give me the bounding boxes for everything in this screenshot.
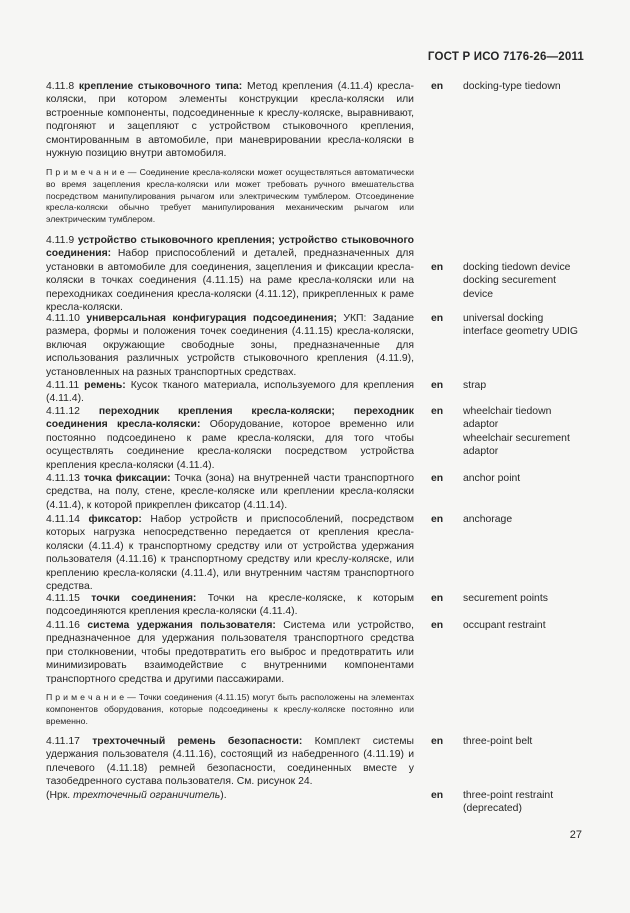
term-entry-4-11-9: [46, 234, 414, 315]
lang-code: en: [431, 406, 444, 417]
note-text: — Точки соединения (4.11.15) могут быть расположены на элементах компонентов оборудования, которые подсоединены к креслу-коляске постоянно или временно.: [46, 692, 414, 726]
term-number: 4.11.9: [46, 235, 75, 246]
term-entry-4-11-16: [46, 619, 414, 686]
term-definition: Набор устройств и приспособлений, посредством которых нагрузка непосредственно передается от крепления кресла-коляски (4.11.4) к транспортному средству или от устройства удержания пользователя (4.11.16) к транспортному средству или креслу-коляске, или креплению кресла-коляски (4.11.4), или внутренним частям транспортного средства.: [46, 514, 414, 593]
lang-code: en: [431, 514, 444, 525]
english-term: docking tiedown device docking securement device: [463, 262, 571, 300]
term-entry-4-11-15: [46, 592, 414, 619]
english-term: occupant restraint: [463, 620, 546, 631]
term-number: 4.11.10: [46, 313, 80, 324]
term-entry-4-11-8: [46, 80, 414, 161]
note-label: П р и м е ч а н и е: [46, 692, 125, 702]
term-definition: Набор приспособлений и деталей, предназначенных для установки в автомобиле для соединения, зацепления и фиксации кресла-коляски в точках соединения (4.11.15) на раме кресла-коляски или на переходниках соединения кресла-коляски (4.11.12), прикрепленных к раме кресла-коляски.: [46, 248, 414, 314]
term-definition: УКП: Задание размера, формы и положения точек соединения (4.11.15) кресла-коляски, включая окружающие свободные зоны, предназначенные для использования различных устройств стыковочного крепления (4.11.9), установленных на разных транспортных средствах.: [46, 313, 415, 378]
deprecated-term: [46, 789, 414, 802]
term-number: 4.11.8: [46, 81, 75, 92]
term-number: 4.11.17: [46, 736, 80, 747]
lang-code: en: [431, 790, 444, 801]
page-number: 27: [569, 829, 582, 841]
term-definition: Комплект системы удержания пользователя (4.11.16), состоящий из набедренного (4.11.19) и плечевого (4.11.18) ремней безопасности, соединенных вместе у тазобедренного сустава пользователя. См. рисунок 24.: [46, 736, 414, 788]
english-term: [463, 405, 583, 459]
term-name: точки соединения:: [91, 593, 197, 604]
lang-code: en: [431, 620, 444, 631]
term-number: 4.11.15: [46, 593, 80, 604]
english-term: anchor point: [463, 473, 521, 484]
note-text: — Соединение кресла-коляски может осуществляться автоматически во время зацепления кресла-коляски или может требовать ручного вмешательства посредством манипулирования рычагом или электрическим тумблером. Отсоединение кресла-коляски обычно требует манипулирования механическим рычагом или электрическим тумблером.: [46, 167, 414, 225]
deprecated-suffix: ).: [220, 790, 227, 801]
english-term: anchorage: [463, 514, 513, 525]
term-entry-4-11-17: [46, 735, 414, 789]
term-name: ремень:: [84, 380, 126, 391]
term-definition: Кусок тканого материала, используемого для крепления (4.11.4).: [46, 380, 414, 405]
term-name: система удержания пользователя:: [87, 620, 276, 631]
note-1: [46, 167, 414, 226]
term-name: крепление стыковочного типа:: [78, 81, 243, 92]
lang-code: en: [431, 313, 444, 324]
term-name: устройство стыковочного крепления; устройство стыковочного соединения:: [46, 235, 414, 260]
english-term-line: wheelchair tiedown adaptor: [463, 406, 552, 431]
lang-code: en: [431, 473, 444, 484]
term-entry-4-11-10: [46, 312, 414, 379]
term-entry-4-11-12: [46, 405, 414, 472]
term-definition: Точка (зона) на внутренней части транспортного средства, на полу, стене, кресле-коляске или креплении кресла-коляски (4.11.4), к которой прикреплен фиксатор (4.11.14).: [46, 473, 414, 511]
term-number: 4.11.14: [46, 514, 80, 525]
lang-code: en: [431, 262, 444, 273]
lang-code: en: [431, 736, 444, 747]
term-name: фиксатор:: [88, 514, 142, 525]
deprecated-prefix: (Нрк.: [46, 790, 74, 801]
deprecated-term-name: трехточечный ограничитель: [73, 790, 221, 801]
term-number: 4.11.16: [46, 620, 80, 631]
term-name: универсальная конфигурация подсоединения;: [86, 313, 337, 324]
term-entry-4-11-14: [46, 513, 414, 594]
term-number: 4.11.12: [46, 406, 80, 417]
note-2: [46, 692, 414, 727]
term-definition: Метод крепления (4.11.4) кресла-коляски, при котором элементы конструкции кресла-коляски или встроенные компоненты, подсоединенные к креслу-коляске, выравнивают, подгоняют и зацепляют с устройством стыковочного крепления, смонтированным в автомобиле, при маневрировании кресла-коляски в нужную позицию внутри автомобиля.: [46, 81, 414, 160]
english-term: docking-type tiedown: [463, 81, 561, 92]
term-entry-4-11-11: [46, 379, 414, 406]
english-term: three-point belt: [463, 736, 533, 747]
english-term: strap: [463, 380, 487, 391]
term-name: трехточечный ремень безопасности:: [92, 736, 303, 747]
term-name: переходник крепления кресла-коляски; переходник соединения кресла-коляски:: [46, 406, 414, 431]
lang-code: en: [431, 593, 444, 604]
english-term: three-point restraint (deprecated): [463, 790, 554, 815]
english-term-line: wheelchair securement adaptor: [463, 432, 570, 458]
lang-code: en: [431, 81, 444, 92]
english-term: securement points: [463, 593, 548, 604]
term-entry-4-11-13: [46, 472, 414, 512]
term-number: 4.11.13: [46, 473, 80, 484]
term-number: 4.11.11: [46, 380, 80, 391]
document-header: ГОСТ Р ИСО 7176-26—2011: [427, 51, 584, 63]
english-term: universal docking interface geometry UDIG: [463, 313, 578, 338]
lang-code: en: [431, 380, 444, 391]
term-name: точка фиксации:: [83, 473, 171, 484]
term-definition: Точки на кресле-коляске, к которым подсоединяются крепления кресла-коляски (4.11.4).: [46, 593, 414, 618]
note-label: П р и м е ч а н и е: [46, 167, 125, 177]
term-definition: Оборудование, которое временно или постоянно подсоединено к раме кресла-коляски, для того чтобы осуществлять соединение кресла-коляски посредством устройства крепления кресла-коляски (4.11.4).: [46, 419, 414, 471]
term-definition: Система или устройство, предназначенное для удержания пользователя транспортного средства при столкновении, чтобы предотвратить его выброс и предотвратить или минимизировать взаимодействие с внутренними компонентами транспортного средства и другими пассажирами.: [46, 620, 414, 685]
